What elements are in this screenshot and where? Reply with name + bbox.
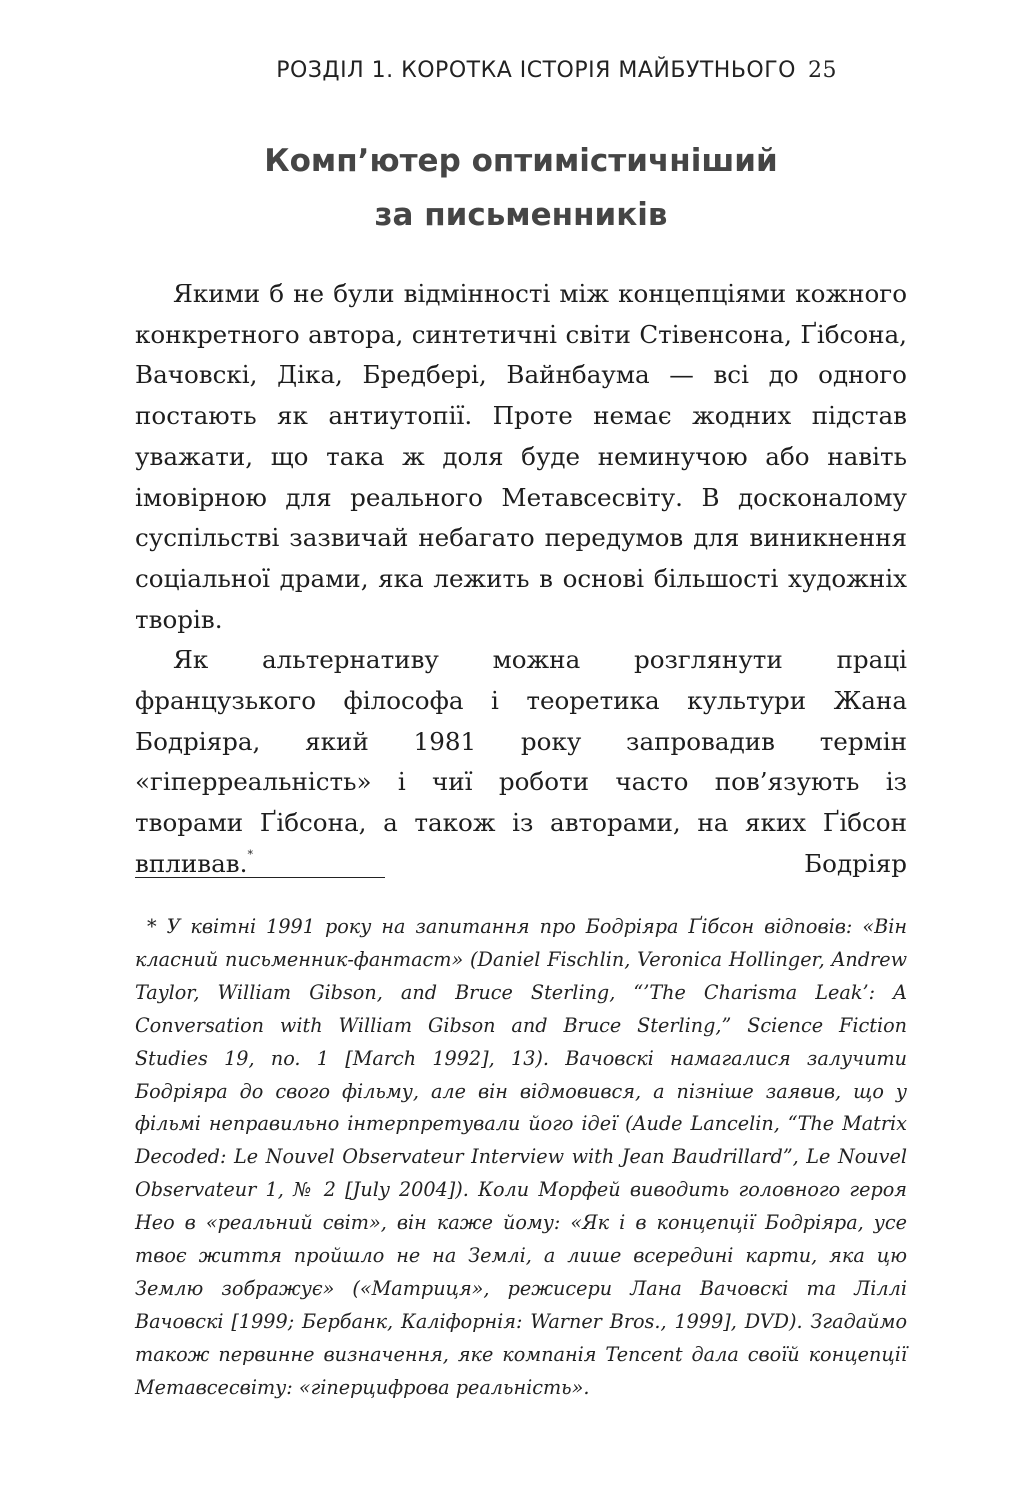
footnote-reference-marker: * <box>247 847 253 861</box>
chapter-title: РОЗДІЛ 1. КОРОТКА ІСТОРІЯ МАЙБУТНЬОГО <box>276 58 796 83</box>
footnote-separator <box>135 877 385 878</box>
running-head <box>276 58 837 83</box>
page-number: 25 <box>808 58 837 83</box>
section-heading-line-1: Комп’ютер оптимістичніший <box>264 143 778 179</box>
paragraph-2 <box>135 640 907 884</box>
paragraph-2-text: Як альтернативу можна розглянути праці французького філософа і теоретика культури Жана Бодріяра, який 1981 року запровадив термін «гіперреальність» і чиї роботи часто пов’язують із творами Ґібсона, а також із авторами, на яких Ґібсон впливав. <box>135 645 907 878</box>
section-heading <box>135 134 907 242</box>
section-heading-line-2: за письменників <box>374 197 668 233</box>
body-text <box>135 274 907 885</box>
paragraph-1: Якими б не були відмінності між концепціями кожного конкретного автора, синтетичні світи Стівенсона, Ґібсона, Вачовскі, Діка, Бредбері, Вайнбаума — всі до одного постають як антиутопії. Проте немає жодних підстав уважати, що така ж доля буде неминучою або навіть імовірною для реального Метавсесвіту. В досконалому суспільстві зазвичай небагато передумов для виникнення соціальної драми, яка лежить в основі більшості художніх творів. <box>135 279 907 634</box>
footnote: * У квітні 1991 року на запитання про Бодріяра Ґібсон відповів: «Він класний письменник-фантаст» (Daniel Fischlin, Veronica Hollinger, Andrew Taylor, William Gibson, and Bruce Sterling, “’The Charisma Leak’: A Conversation with William Gibson and Bruce Sterling,” Science Fiction Studies 19, no. 1 [March 1992], 13). Вачовскі намагалися залучити Бодріяра до свого фільму, але він відмовився, а пізніше заявив, що у фільмі неправильно інтерпретували його ідеї (Aude Lancelin, “The Matrix Decoded: Le Nouvel Observateur Interview with Jean Baudrillard”, Le Nouvel Observateur 1, № 2 [July 2004]). Коли Морфей виводить головного героя Нео в «реальний світ», він каже йому: «Як і в концепції Бодріяра, усе твоє життя пройшло не на Землі, а лише всередині карти, яка цю Землю зображує» («Матриця», режисери Лана Вачовскі та Ліллі Вачовскі [1999; Бербанк, Каліфорнія: Warner Bros., 1999], DVD). Згадаймо також первинне визначення, яке компанія Tencent дала своїй концепції Метавсесвіту: «гіперцифрова реальність». <box>135 915 907 1399</box>
paragraph-2-tail: Бодріяр <box>252 848 907 878</box>
